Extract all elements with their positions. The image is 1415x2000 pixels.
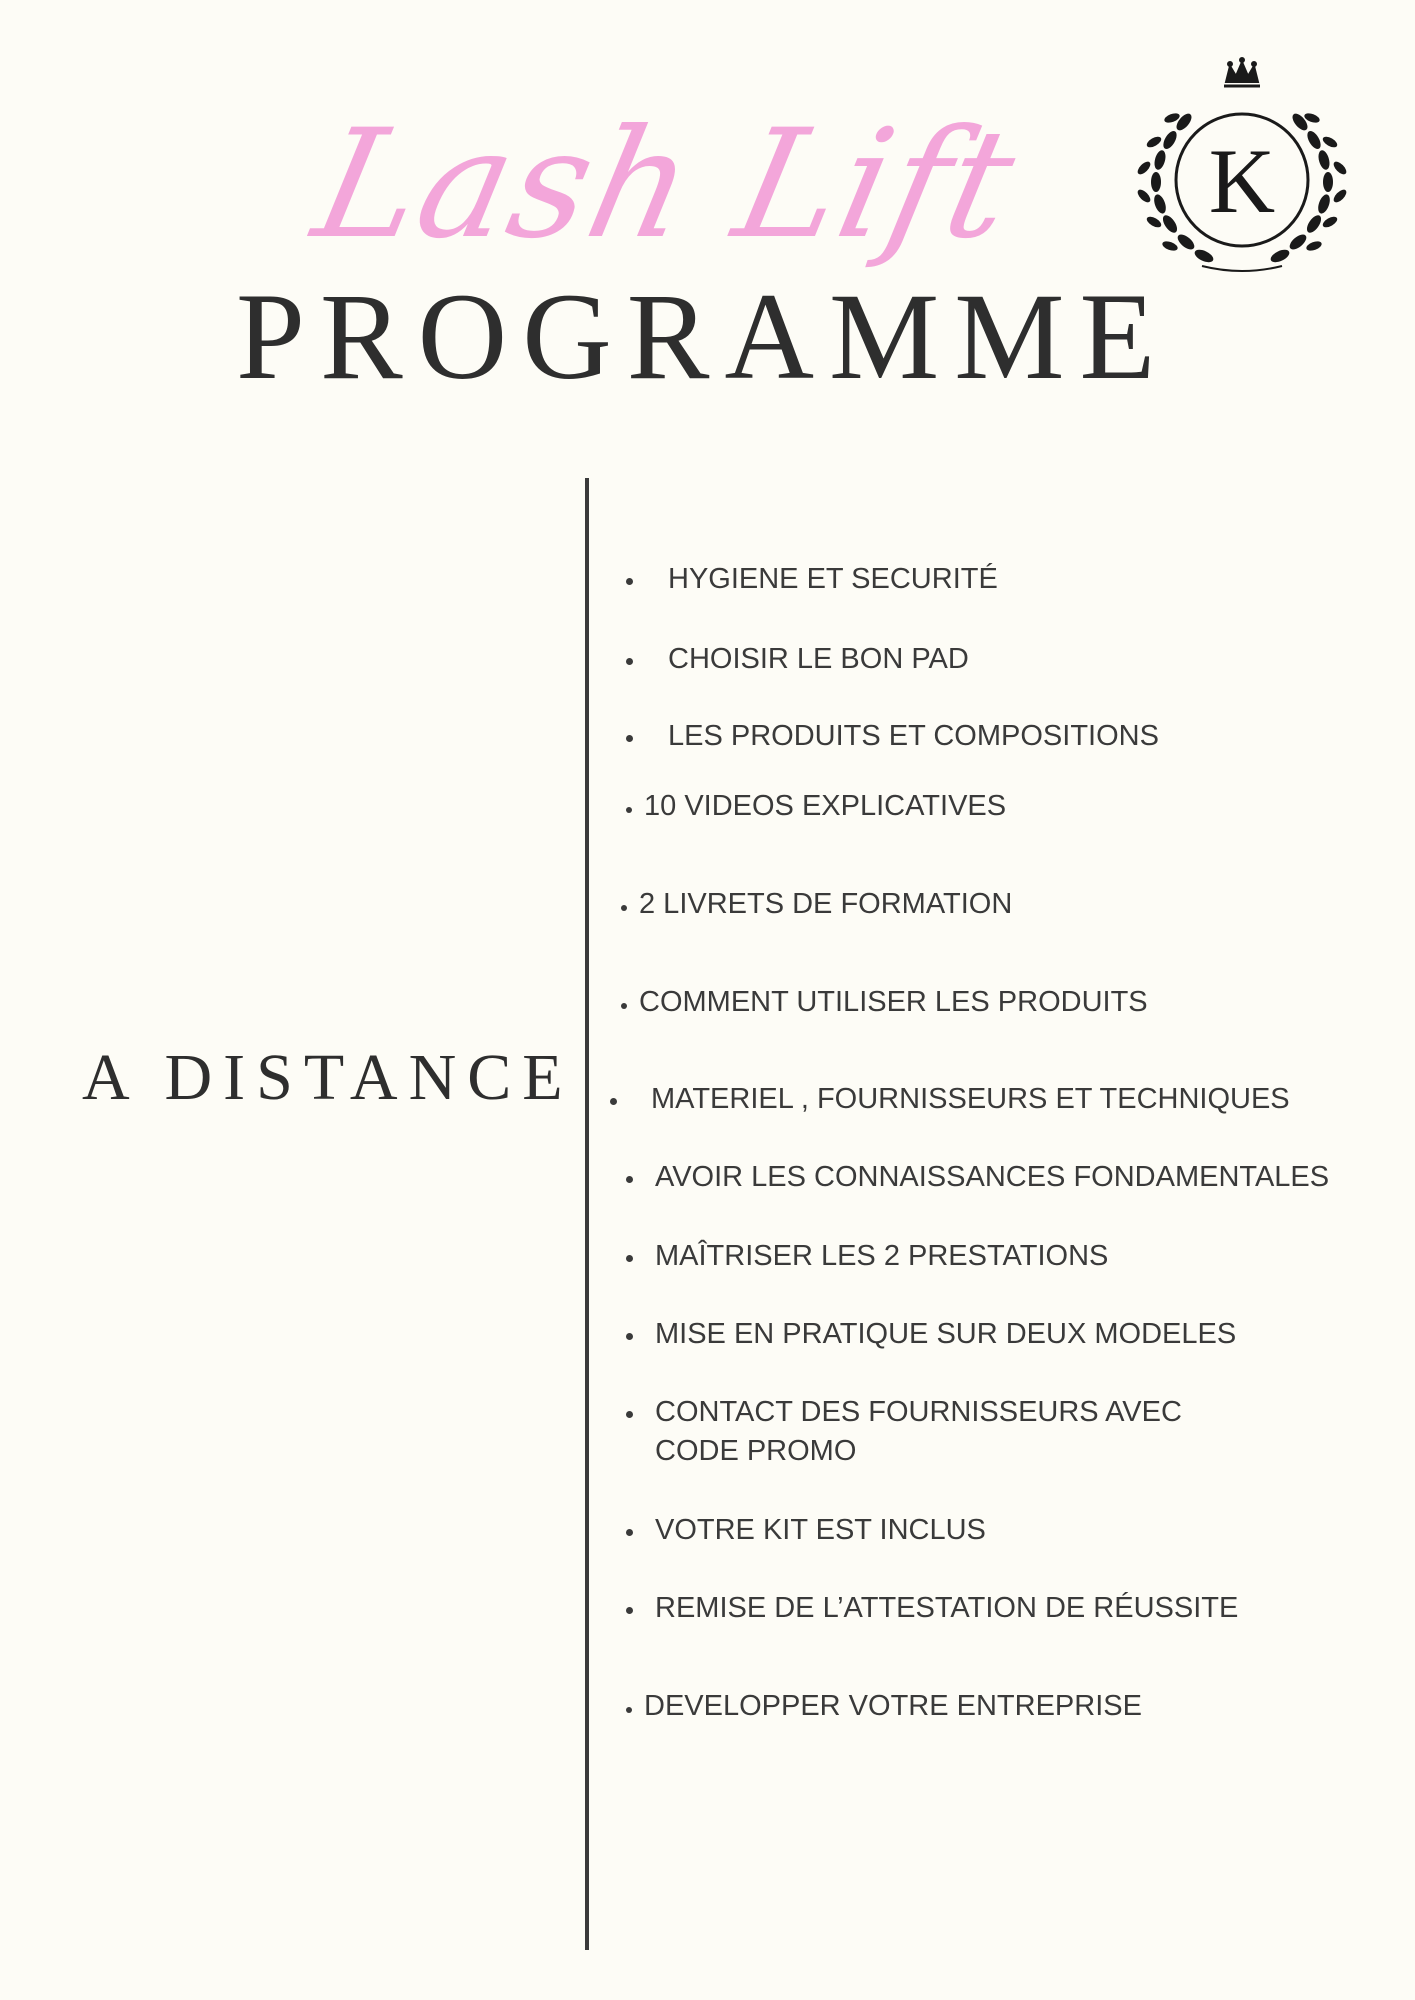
list-item-text: MATERIEL , FOURNISSEURS ET TECHNIQUES (651, 1083, 1290, 1115)
list-item-text-continued: CODE PROMO (655, 1435, 857, 1467)
bullet-icon (621, 1003, 627, 1009)
list-item-text: DEVELOPPER VOTRE ENTREPRISE (644, 1690, 1142, 1722)
list-item-text: HYGIENE ET SECURITÉ (668, 563, 998, 595)
logo-letter: K (1208, 130, 1276, 232)
bullet-icon (626, 1411, 633, 1418)
bullet-icon (626, 1707, 632, 1713)
list-item-text: VOTRE KIT EST INCLUS (655, 1514, 986, 1546)
list-item-text: COMMENT UTILISER LES PRODUITS (639, 986, 1148, 1018)
list-item-text: AVOIR LES CONNAISSANCES FONDAMENTALES (655, 1161, 1330, 1193)
bullet-icon (626, 658, 633, 665)
list-item-text: CHOISIR LE BON PAD (668, 643, 969, 675)
crown-laurel-logo-icon (1132, 52, 1352, 284)
vertical-divider (585, 478, 589, 1950)
bullet-icon (610, 1098, 617, 1105)
bullet-icon (626, 1607, 633, 1614)
bullet-icon (626, 735, 633, 742)
bullet-icon (621, 905, 627, 911)
bullet-icon (626, 807, 632, 813)
list-item-text: CONTACT DES FOURNISSEURS AVEC (655, 1396, 1182, 1428)
bullet-icon (626, 1529, 633, 1536)
page-title: PROGRAMME (236, 268, 1171, 405)
bullet-icon (626, 1176, 633, 1183)
bullet-icon (626, 1255, 633, 1262)
bullet-icon (626, 578, 633, 585)
bullet-icon (626, 1333, 633, 1340)
list-item-text: MISE EN PRATIQUE SUR DEUX MODELES (655, 1318, 1237, 1350)
list-item-text: LES PRODUITS ET COMPOSITIONS (668, 720, 1159, 752)
list-item-text: 2 LIVRETS DE FORMATION (639, 888, 1013, 920)
crown-icon (1224, 58, 1260, 86)
list-item-text: REMISE DE L’ATTESTATION DE RÉUSSITE (655, 1592, 1239, 1624)
list-item-text: 10 VIDEOS EXPLICATIVES (644, 790, 1007, 822)
list-item-text: MAÎTRISER LES 2 PRESTATIONS (655, 1240, 1109, 1272)
script-title: Lash Lift (301, 98, 1031, 272)
side-label: A DISTANCE (82, 1041, 574, 1114)
